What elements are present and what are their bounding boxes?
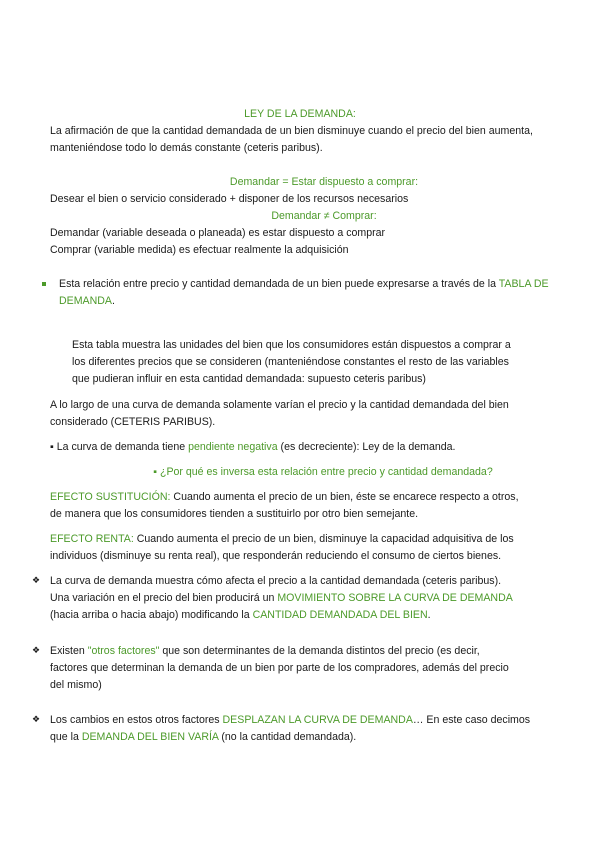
d1-highlight-cantidad: CANTIDAD DEMANDADA DEL BIEN [252,609,428,621]
diamond-bullet-icon: ❖ [32,645,41,655]
d3-text-2: que la [50,731,82,743]
renta-line-2: individuos (disminuye su renta real), que responderán reduciendo el consumo de ciertos bienes. [50,550,502,562]
d2-line-1 [50,643,480,660]
d3-text-end: … En este caso decimos [412,714,531,726]
sustitucion-text: Cuando aumenta el precio de un bien, éste se encarece respecto a otros, [170,491,519,503]
intro-line-2: manteniéndose todo lo demás constante (ceteris paribus). [50,142,323,154]
demandar-heading: Demandar = Estar dispuesto a comprar: [229,176,419,188]
comprar-line: Comprar (variable medida) es efectuar realmente la adquisición [50,244,349,256]
d3-line-1 [50,712,530,729]
diamond-bullet-icon: ❖ [32,575,41,585]
small-square-icon: ▪ [50,441,54,453]
demandar-line: Demandar (variable deseada o planeada) es estar dispuesto a comprar [50,227,386,239]
tabla-bullet-line-2 [59,293,115,310]
d3-highlight: DESPLAZAN LA CURVA DE DEMANDA [222,714,413,726]
d2-line-2: factores que determinan la demanda de un bien por parte de los compradores, además del precio [50,662,509,674]
d3-highlight-varia: DEMANDA DEL BIEN VARÍA [81,731,219,743]
d2-text: Existen [50,645,88,657]
square-bullet-icon [42,282,46,286]
tabla-bullet-line-1 [59,276,549,293]
tabla-period: . [111,295,115,307]
d2-highlight: "otros factores" [87,645,160,657]
porque-question: ▪ ¿Por qué es inversa esta relación entre precio y cantidad demandada? [153,466,493,478]
tabla-desc-line-2: los diferentes precios que se consideren (manteniéndose constantes el resto de las variables [72,356,509,368]
sustitucion-label: EFECTO SUSTITUCIÓN: [50,491,171,503]
renta-line-1 [50,531,514,548]
pendiente-highlight: pendiente negativa [188,441,278,453]
d1-text: Una variación en el precio del bien producirá un [50,592,278,604]
intro-line-1: La afirmación de que la cantidad demandada de un bien disminuye cuando el precio del bien aumenta, [50,125,533,137]
diamond-bullet-icon: ❖ [32,714,41,724]
curva-line-1: A lo largo de una curva de demanda solamente varían el precio y la cantidad demandada del bien [50,399,509,411]
d1-line-2 [50,590,513,607]
d1-text-3: (hacia arriba o hacia abajo) modificando la [50,609,253,621]
tabla-highlight-2: DEMANDA [59,295,112,307]
page-title: LEY DE LA DEMANDA: [244,108,356,120]
tabla-bullet-text: Esta relación entre precio y cantidad demandada de un bien puede expresarse a través de la [59,278,499,290]
demandar-definition: Desear el bien o servicio considerado + disponer de los recursos necesarios [50,193,409,205]
d3-text: Los cambios en estos otros factores [50,714,223,726]
pendiente-line [50,439,455,456]
d1-line-3 [50,607,431,624]
tabla-highlight-1: TABLA DE [498,278,549,290]
d2-text-end: que son determinantes de la demanda distintos del precio (es decir, [159,645,480,657]
renta-text: Cuando aumenta el precio de un bien, disminuye la capacidad adquisitiva de los [133,533,514,545]
sustitucion-line-2: de manera que los consumidores tienden a sustituirlo por otro bien semejante. [50,508,419,520]
demandar-neq-heading: Demandar ≠ Comprar: [271,210,377,222]
d3-text-2-end: (no la cantidad demandada). [218,731,357,743]
sustitucion-line-1 [50,489,519,506]
curva-line-2: considerado (CETERIS PARIBUS). [50,416,216,428]
pendiente-text-end: (es decreciente): Ley de la demanda. [277,441,456,453]
d1-highlight-movimiento: MOVIMIENTO SOBRE LA CURVA DE DEMANDA [277,592,513,604]
pendiente-text: La curva de demanda tiene [56,441,189,453]
tabla-desc-line-3: que pudieran influir en esta cantidad demandada: supuesto ceteris paribus) [72,373,426,385]
renta-label: EFECTO RENTA: [50,533,134,545]
d1-line-1: La curva de demanda muestra cómo afecta el precio a la cantidad demandada (ceteris paribus). [50,575,502,587]
d3-line-2 [50,729,356,746]
d1-period: . [427,609,431,621]
tabla-desc-line-1: Esta tabla muestra las unidades del bien que los consumidores están dispuestos a comprar a [72,339,511,351]
d2-line-3: del mismo) [50,679,102,691]
